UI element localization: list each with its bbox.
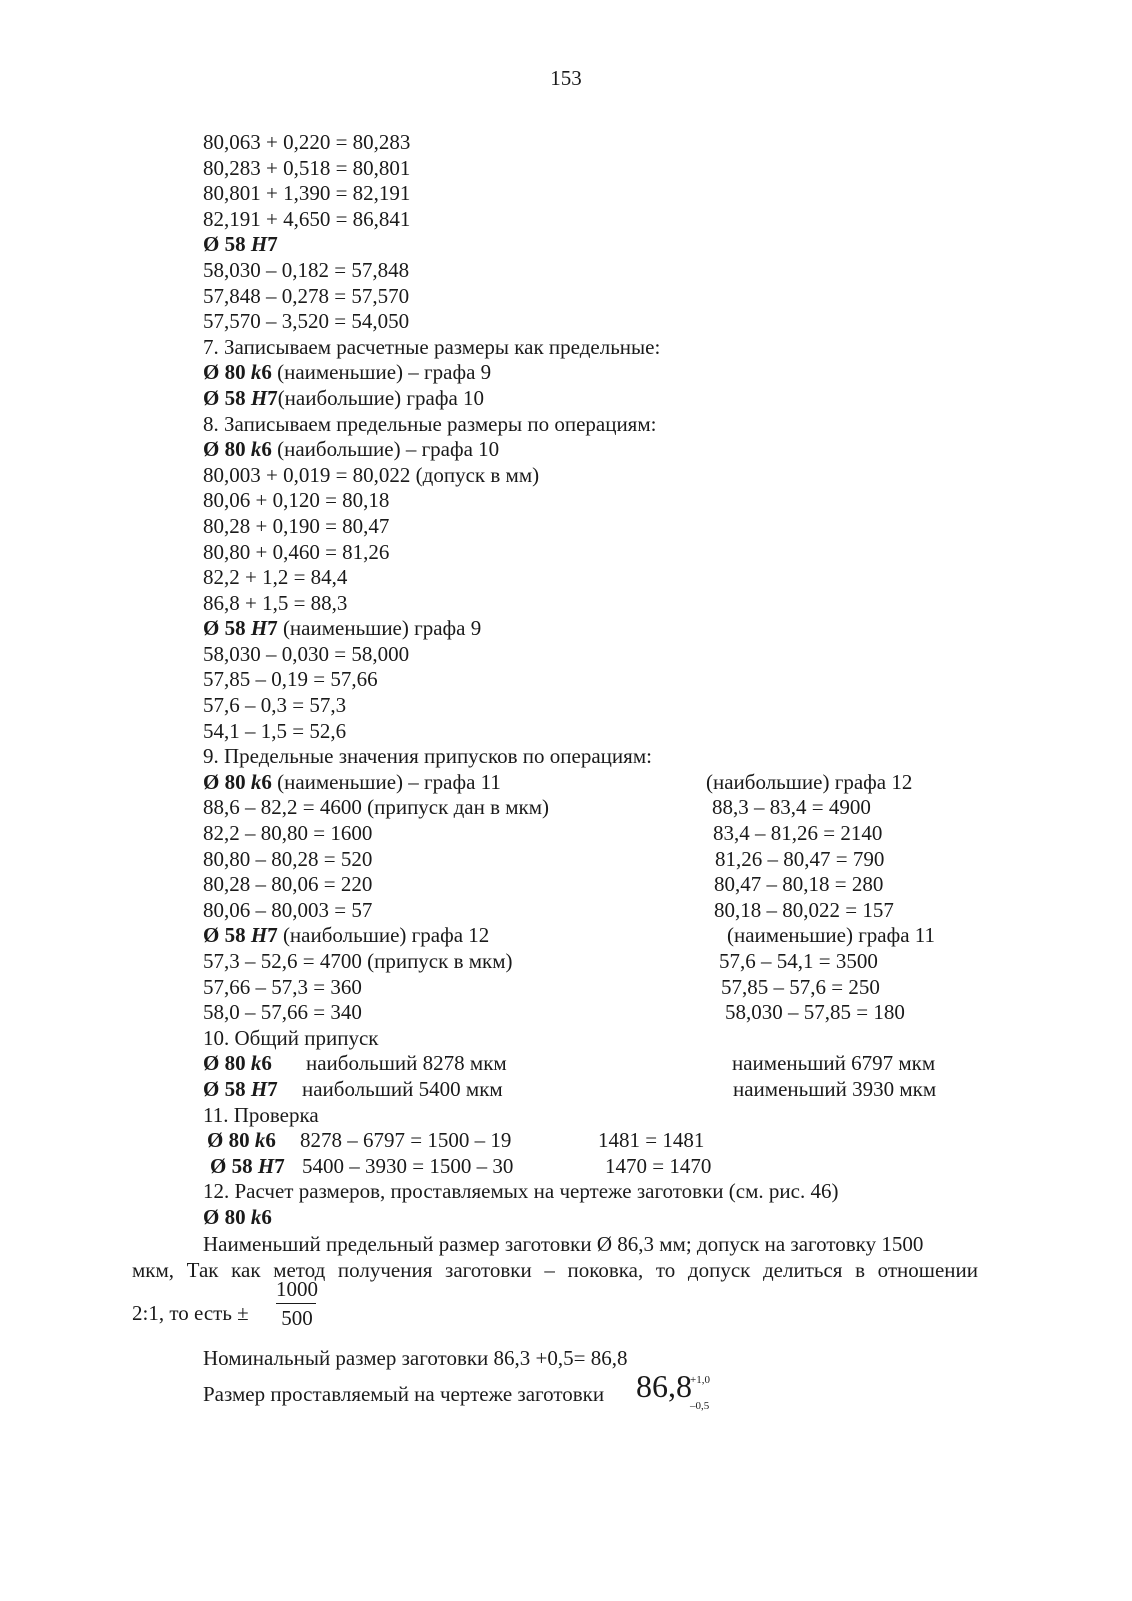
text-line [0,975,1132,1001]
text-line [0,591,1132,617]
content [0,130,1132,1413]
paragraph-line: мкм, Так как метод получения заготовки – поковка, то допуск делиться в отношении [132,1257,978,1282]
dimension-heading: Ø 80 k6 (наибольшие) – графа 10 [203,437,500,462]
calc-line: 57,3 – 52,6 = 4700 (припуск в мкм) [203,949,513,973]
calc-line: 80,80 + 0,460 = 81,26 [203,539,390,564]
dimension-heading: Ø 58 H7 [210,1153,285,1178]
lower-tolerance: –0,5 [690,1399,710,1412]
calc-line: 80,283 + 0,518 = 80,801 [203,155,411,180]
right-column-text: 57,85 – 57,6 = 250 [721,974,880,999]
text-line [0,181,1132,207]
text-line [0,616,1132,642]
calc-line: 57,848 – 0,278 = 57,570 [203,283,410,308]
dimension-heading: Ø 80 k6 [203,1204,272,1229]
text-line [0,949,1132,975]
right-column-text: 81,26 – 80,47 = 790 [715,846,885,871]
paragraph [0,1231,1132,1413]
text-line [0,565,1132,591]
step-heading: 9. Предельные значения припусков по операциям: [203,744,652,769]
drawing-size-value: 86,8 [636,1367,692,1404]
calc-line: 82,2 – 80,80 = 1600 [203,821,373,846]
fraction-bar [276,1303,316,1304]
text-line [0,1051,1132,1077]
dimension-heading: Ø 58 H7 (наименьшие) графа 9 [203,616,482,641]
text-line [0,232,1132,258]
text-line [0,1179,1132,1205]
right-column-text: 80,47 – 80,18 = 280 [714,872,884,897]
step-heading: 8. Записываем предельные размеры по операциям: [203,411,657,436]
text-line [0,1026,1132,1052]
right-column-text: 80,18 – 80,022 = 157 [714,897,894,922]
step-heading: 10. Общий припуск [203,1025,379,1050]
calc-line: 58,0 – 57,66 = 340 [203,1000,362,1025]
text-line [0,488,1132,514]
calc-line: 82,191 + 4,650 = 86,841 [203,206,411,231]
text-line [0,898,1132,924]
right-column-text: 58,030 – 57,85 = 180 [725,1000,905,1025]
text-line [0,360,1132,386]
calc-line: 82,2 + 1,2 = 84,4 [203,565,348,590]
text-line [0,284,1132,310]
middle-text: наибольший 8278 мкм [306,1051,507,1076]
drawing-size-label: Размер проставляемый на чертеже заготовки [203,1381,605,1406]
text-line [0,258,1132,284]
nominal-size-line: Номинальный размер заготовки 86,3 +0,5= 86,8 [203,1345,628,1370]
calc-line: 57,85 – 0,19 = 57,66 [203,667,378,692]
dimension-heading: Ø 58 H7 (наибольшие) графа 12 [203,923,490,948]
text-line [0,130,1132,156]
middle-text: 5400 – 3930 = 1500 – 30 [302,1153,514,1178]
calc-line: 58,030 – 0,030 = 58,000 [203,641,410,666]
dimension-heading: Ø 58 H7 [203,232,278,257]
calc-line: 80,28 + 0,190 = 80,47 [203,513,390,538]
text-line [0,872,1132,898]
calc-line: 80,801 + 1,390 = 82,191 [203,181,411,206]
text-line [0,744,1132,770]
middle-text: наибольший 5400 мкм [302,1076,503,1101]
text-line [0,1128,1132,1154]
calc-line: 54,1 – 1,5 = 52,6 [203,718,347,743]
text-line [0,693,1132,719]
right-column-text: (наибольшие) графа 12 [706,769,913,794]
text-line [0,667,1132,693]
calc-line: 86,8 + 1,5 = 88,3 [203,590,348,615]
fraction [276,1277,318,1330]
page-number: 153 [550,66,582,90]
text-line [0,847,1132,873]
dimension-heading: Ø 58 H7(наибольшие) графа 10 [203,385,485,410]
text-line [0,795,1132,821]
text-line [0,309,1132,335]
calc-line: 80,003 + 0,019 = 80,022 (допуск в мм) [203,462,540,487]
calc-line: 80,06 – 80,003 = 57 [203,897,373,922]
calc-line: 80,80 – 80,28 = 520 [203,846,373,871]
text-line [0,540,1132,566]
middle-text: 8278 – 6797 = 1500 – 19 [300,1128,512,1153]
step-heading: 12. Расчет размеров, проставляемых на чертеже заготовки (см. рис. 46) [203,1179,839,1204]
calc-line: 57,6 – 0,3 = 57,3 [203,693,347,718]
dimension-heading: Ø 80 k6 [203,1051,272,1076]
text-line [0,1103,1132,1129]
right-column-text: наименьший 3930 мкм [733,1076,937,1101]
text-line [0,463,1132,489]
text-line [0,719,1132,745]
right-column-text: 1481 = 1481 [598,1128,705,1153]
text-line [0,1000,1132,1026]
text-line [0,437,1132,463]
step-heading: 11. Проверка [203,1102,319,1127]
paragraph-line: 2:1, то есть ± [132,1300,249,1325]
right-column-text: 1470 = 1470 [605,1153,712,1178]
text-line [0,1154,1132,1180]
text-line [0,412,1132,438]
dimension-heading: Ø 80 k6 (наименьшие) – графа 9 [203,360,492,385]
text-line [0,1205,1132,1231]
text-line [0,642,1132,668]
paragraph-line: Наименьший предельный размер заготовки Ø 86,3 мм; допуск на заготовку 1500 [203,1231,924,1256]
calc-line: 88,6 – 82,2 = 4600 (припуск дан в мкм) [203,795,550,820]
text-line [0,514,1132,540]
text-line [0,923,1132,949]
text-line [0,207,1132,233]
calc-line: 80,063 + 0,220 = 80,283 [203,130,411,154]
dimension-heading: Ø 80 k6 [207,1128,276,1153]
calc-line: 80,28 – 80,06 = 220 [203,872,373,897]
calc-line: 57,570 – 3,520 = 54,050 [203,309,410,334]
calc-line: 58,030 – 0,182 = 57,848 [203,257,410,282]
calc-line: 57,66 – 57,3 = 360 [203,974,362,999]
right-column-text: (наименьшие) графа 11 [727,923,936,948]
dimension-heading: Ø 58 H7 [203,1076,278,1101]
text-line [0,1077,1132,1103]
right-column-text: 88,3 – 83,4 = 4900 [712,795,871,820]
right-column-text: 83,4 – 81,26 = 2140 [713,821,883,846]
text-line [0,770,1132,796]
text-line [0,156,1132,182]
text-line [0,335,1132,361]
calc-line: 80,06 + 0,120 = 80,18 [203,488,390,513]
text-line [0,821,1132,847]
text-line [0,386,1132,412]
dimension-heading: Ø 80 k6 (наименьшие) – графа 11 [203,769,501,794]
right-column-text: 57,6 – 54,1 = 3500 [719,949,878,973]
upper-tolerance: +1,0 [690,1373,710,1386]
step-heading: 7. Записываем расчетные размеры как предельные: [203,334,661,359]
fraction-numerator: 1000 [276,1276,318,1301]
fraction-denominator: 500 [281,1305,313,1330]
right-column-text: наименьший 6797 мкм [732,1051,936,1076]
